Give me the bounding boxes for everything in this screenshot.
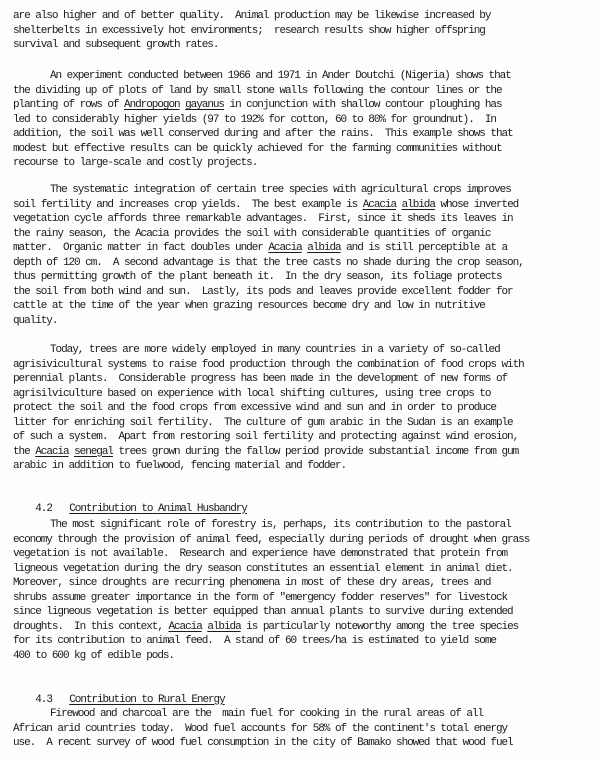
text-line: ligneous vegetation during the dry season constitutes an essential element in animal diet. — [13, 562, 513, 575]
text-line: protect the soil and the food crops from excessive wind and sun and in order to produce — [13, 402, 496, 414]
text-line: thus permitting growth of the plant beneath it. In the dry season, its foliage protects — [13, 271, 502, 283]
text-line: for its contribution to animal feed. A stand of 60 trees/ha is estimated to yield some — [13, 635, 496, 647]
paragraph-agrisilviculture — [13, 343, 600, 474]
text-segment: is particularly noteworthy among the tree species — [240, 620, 519, 633]
text-segment: the — [13, 445, 36, 458]
text-line: cattle at the time of the year when grazing resources become dry and low in nutritive — [13, 300, 485, 312]
text-line: use. A recent survey of wood fuel consumption in the city of Bamako showed that wood fuel — [13, 737, 513, 749]
paragraph-animal-husbandry — [13, 518, 600, 663]
text-line: of such a system. Apart from restoring soil fertility and protecting against wind erosion, — [13, 431, 519, 443]
text-line: the rainy season, the Acacia provides the soil with considerable quantities of organic — [13, 227, 491, 240]
text-line — [13, 198, 600, 213]
text-segment: trees grown during the fallow period provide substantial income from gum — [112, 445, 519, 458]
text-line: shrubs assume greater importance in the form of "emergency fodder reserves" for livestock — [13, 591, 508, 604]
species-name: albida — [307, 242, 341, 254]
text-line — [13, 620, 600, 635]
section-number: 4.3 — [35, 693, 52, 706]
text-segment: in conjunction with shallow contour ploughing has — [223, 99, 502, 111]
text-line: vegetation cycle affords three remarkable advantages. First, since it sheds its leaves in — [13, 213, 513, 225]
text-line: addition, the soil was well conserved during and after the rains. This example shows that — [13, 128, 513, 140]
text-line — [13, 241, 600, 256]
species-name: albida — [401, 198, 435, 211]
species-name: albida — [207, 620, 241, 633]
paragraph-rural-energy — [13, 707, 600, 751]
text-line — [13, 445, 600, 460]
text-line: African arid countries today. Wood fuel accounts for 58% of the continent's total energy — [13, 722, 508, 735]
text-line: are also higher and of better quality. Animal production may be likewise increased by — [13, 10, 491, 22]
text-line: vegetation is not available. Research and experience have demonstrated that protein from — [13, 548, 508, 560]
species-name: senegal — [74, 445, 113, 458]
text-segment: droughts. In this context, — [13, 620, 169, 633]
species-name: Acacia — [35, 445, 69, 458]
section-number: 4.2 — [35, 502, 52, 515]
species-name: Acacia — [268, 242, 302, 254]
text-line: depth of 120 cm. A second advantage is that the tree casts no shade during the crop season, — [13, 256, 524, 269]
text-segment: matter. Organic matter in fact doubles under — [13, 242, 269, 254]
text-line: agrisilviculture based on experience with local shifting cultures, using tree crops to — [13, 387, 491, 400]
text-line: The most significant role of forestry is, perhaps, its contribution to the pastoral — [50, 519, 511, 531]
text-line: The systematic integration of certain tree species with agricultural crops improves — [50, 184, 511, 196]
text-line: 400 to 600 kg of edible pods. — [13, 649, 174, 662]
text-line: perennial plants. Considerable progress has been made in the development of new forms of — [13, 373, 508, 385]
text-line: An experiment conducted between 1966 and 1971 in Ander Doutchi (Nigeria) shows that — [50, 70, 511, 82]
text-line: economy through the provision of animal feed, especially during periods of drought when grass — [13, 533, 530, 546]
text-line: Moreover, since droughts are recurring phenomena in most of these dry areas, trees and — [13, 577, 491, 589]
text-segment: and is still perceptible at a — [340, 242, 508, 254]
species-name: gayanus — [185, 99, 224, 111]
species-name: Andropogon — [124, 99, 180, 111]
text-line: shelterbelts in excessively hot environments; research results show higher offspring — [13, 24, 485, 37]
text-line: recourse to large-scale and costly projects. — [13, 157, 258, 169]
text-line: quality. — [13, 314, 58, 327]
text-line — [13, 98, 600, 113]
section-title: Contribution to Animal Husbandry — [69, 502, 247, 515]
text-line: Today, trees are more widely employed in many countries in a variety of so-called — [50, 344, 500, 356]
text-segment: whose inverted — [434, 198, 519, 211]
text-line: agrisivicultural systems to raise food production through the combination of food crops with — [13, 358, 524, 371]
species-name: Acacia — [362, 198, 397, 211]
text-segment: planting of rows of — [13, 99, 125, 111]
paragraph-shelterbelts — [13, 9, 600, 53]
text-line: Firewood and charcoal are the main fuel for cooking in the rural areas of all — [50, 708, 483, 720]
text-line: arabic in addition to fuelwood, fencing material and fodder. — [13, 460, 347, 472]
section-title: Contribution to Rural Energy — [69, 693, 225, 706]
text-line: since ligneous vegetation is better equipped than annual plants to survive during extended — [13, 606, 513, 618]
species-name: Acacia — [168, 620, 202, 633]
text-line: modest but effective results can be quickly achieved for the farming communities without — [13, 142, 502, 155]
paragraph-acacia-albida — [13, 183, 600, 328]
text-line: led to considerably higher yields (97 to 192% for cotton, 60 to 80% for groundnut). In — [13, 113, 496, 126]
text-line: litter for enriching soil fertility. The culture of gum arabic in the Sudan is an example — [13, 416, 513, 429]
text-segment: soil fertility and increases crop yields. The best example is — [13, 198, 363, 211]
text-line: survival and subsequent growth rates. — [13, 39, 219, 51]
text-line: the dividing up of plots of land by small stone walls following the contour lines or the — [13, 84, 502, 97]
paragraph-experiment — [13, 69, 600, 171]
text-line: the soil from both wind and sun. Lastly, its pods and leaves provide excellent fodder for — [13, 285, 513, 298]
